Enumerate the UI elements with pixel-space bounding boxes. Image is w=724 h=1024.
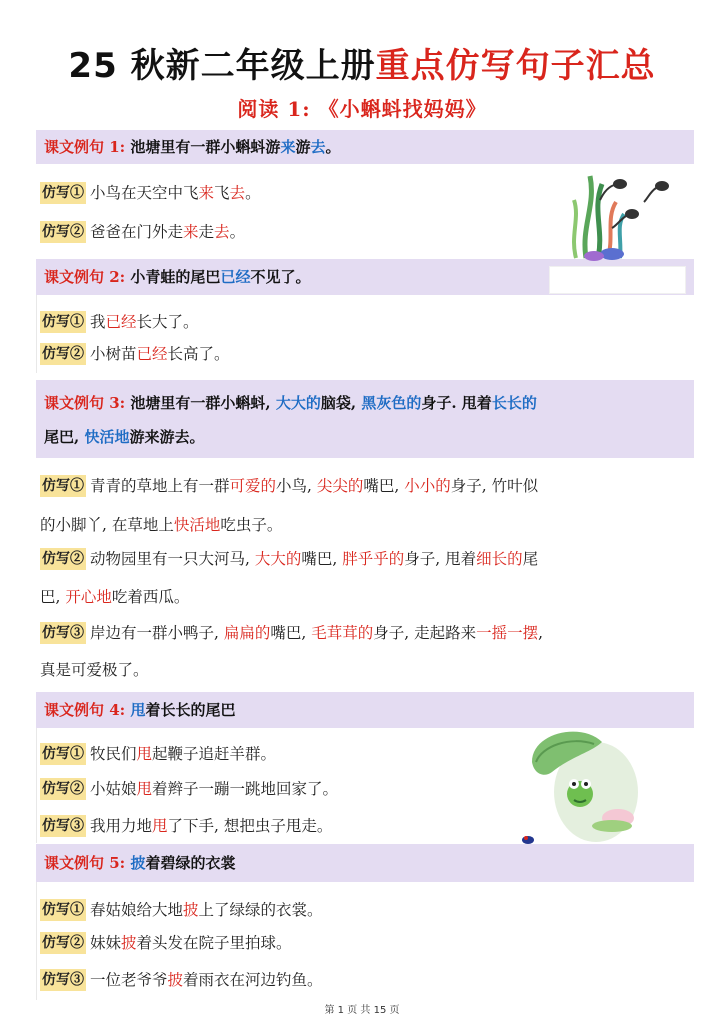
example-sentence (125, 138, 340, 156)
title-red-part: 重点仿写句子汇总 (375, 46, 656, 86)
frog-lotus-illustration (522, 722, 642, 850)
sentence-text: 尾 (522, 550, 539, 568)
imitation-sentence (90, 550, 538, 568)
sentence-text: 着雨衣在河边钓鱼。 (183, 971, 323, 989)
sentence-text: 长高了。 (167, 345, 230, 363)
highlight-text: 披 (167, 971, 184, 989)
imitation-tag: 仿写① (40, 311, 86, 333)
page-subtitle: 阅读 1: 《小蝌蚪找妈妈》 (237, 97, 487, 121)
sentence-text: 身子. 甩着 (421, 394, 492, 412)
highlight-text: 一摇一摆 (476, 624, 539, 642)
imitation-tag: 仿写③ (40, 969, 86, 991)
example-band (36, 380, 694, 458)
sentence-text: 。 (229, 223, 246, 241)
sentence-text: 的小脚丫, 在草地上 (40, 516, 174, 534)
highlight-text: 披 (183, 901, 199, 919)
sentence-text: 动物园里有一只大河马, (90, 550, 255, 568)
imitation-tag: 仿写③ (40, 622, 86, 644)
highlight-text: 快活地 (84, 428, 130, 446)
sentence-text: , (538, 624, 544, 642)
highlight-text: 可爱的 (229, 477, 277, 495)
example-sentence (125, 701, 235, 719)
imitation-tag: 仿写② (40, 548, 86, 570)
sentence-text: 小树苗 (90, 345, 137, 363)
sentence-text: 长大了。 (136, 313, 199, 331)
highlight-text: 去 (310, 138, 326, 156)
highlight-text: 甩 (136, 780, 153, 798)
example-sentence (125, 394, 537, 412)
page-title (0, 38, 724, 87)
sentence-text: 池塘里有一群小蝌蚪, (125, 394, 276, 412)
highlight-text: 甩 (152, 817, 168, 835)
sentence-text: 池塘里有一群小蝌蚪游 (125, 138, 281, 156)
example-label: 课文例句 3: (44, 394, 126, 412)
highlight-text: 已经 (136, 345, 168, 363)
highlight-text: 来 (183, 223, 199, 241)
highlight-text: 尖尖的 (316, 477, 364, 495)
sentence-text: 着头发在院子里拍球。 (136, 934, 292, 952)
imitation-tag: 仿写② (40, 221, 86, 243)
highlight-text: 来 (198, 184, 215, 202)
sentence-text: 身子, 走起路来 (373, 624, 477, 642)
sentence-text: 着辫子一蹦一跳地回家了。 (152, 780, 339, 798)
sentence-text: 上了绿绿的衣裳。 (198, 901, 323, 919)
imitation-sentence (90, 223, 245, 241)
sentence-text: 嘴巴, (363, 477, 405, 495)
sentence-text: 着长长的尾巴 (145, 701, 236, 719)
imitation-line (40, 962, 688, 998)
sentence-text: 尾巴, (44, 428, 85, 446)
imitation-tag: 仿写① (40, 899, 86, 921)
highlight-text: 开心地 (65, 588, 112, 606)
sentence-text: 嘴巴, (301, 550, 343, 568)
sentence-text: 嘴巴, (270, 624, 312, 642)
sentence-text: 小姑娘 (90, 780, 137, 798)
sentence-text: 春姑娘给大地 (90, 901, 184, 919)
imitation-line (40, 468, 688, 504)
highlight-text: 甩 (130, 701, 146, 719)
imitation-tag: 仿写② (40, 343, 86, 365)
sentence-text: 爸爸在门外走 (90, 223, 184, 241)
imitation-line (40, 925, 688, 961)
imitation-sentence (90, 817, 332, 835)
imitation-sentence (90, 624, 543, 642)
imitation-line (40, 892, 688, 928)
sentence-text: 小鸟在天空中飞 (90, 184, 199, 202)
example-sentence (125, 268, 310, 286)
highlight-text: 披 (130, 854, 146, 872)
sentence-text: 身子, 甩着 (404, 550, 477, 568)
highlight-text: 甩 (136, 745, 153, 763)
highlight-text: 扁扁的 (223, 624, 271, 642)
imitation-tag: 仿写② (40, 778, 86, 800)
sentence-text: 吃着西瓜。 (111, 588, 190, 606)
example-label: 课文例句 2: (44, 268, 126, 286)
imitation-line-cont (40, 507, 688, 543)
page-footer: 第 1 页 共 15 页 (324, 1005, 400, 1016)
sentence-text: 吃虫子。 (220, 516, 283, 534)
imitation-line (40, 304, 688, 340)
imitation-sentence (90, 313, 199, 331)
sentence-text: 一位老爷爷 (90, 971, 168, 989)
sentence-text: 我 (90, 313, 106, 331)
sentence-text: 真是可爱极了。 (40, 661, 149, 679)
highlight-text: 已经 (105, 313, 137, 331)
highlight-text: 大大的 (275, 394, 321, 412)
example-label: 课文例句 1: (44, 138, 126, 156)
highlight-text: 毛茸茸的 (311, 624, 374, 642)
sentence-text: 飞 (214, 184, 230, 202)
imitation-tag: 仿写① (40, 475, 86, 497)
example-label: 课文例句 4: (44, 701, 126, 719)
sentence-text: 岸边有一群小鸭子, (90, 624, 224, 642)
divider (36, 295, 37, 373)
sentence-text: 走 (198, 223, 215, 241)
sentence-text: 妹妹 (90, 934, 122, 952)
sentence-text: 我用力地 (90, 817, 153, 835)
sentence-text: 游来游去。 (129, 428, 205, 446)
sentence-text: 着碧绿的衣裳 (145, 854, 236, 872)
sentence-text: 了下手, 想把虫子甩走。 (167, 817, 333, 835)
highlight-text: 去 (214, 223, 230, 241)
tadpole-pond-illustration (556, 166, 686, 262)
sentence-text: 巴, (40, 588, 66, 606)
imitation-tag: 仿写② (40, 932, 86, 954)
highlight-text: 已经 (220, 268, 251, 286)
sentence-text: 小鸟, (276, 477, 317, 495)
example-band (36, 130, 694, 164)
sentence-text: 青青的草地上有一群 (90, 477, 230, 495)
blank-box (549, 266, 686, 294)
sentence-text: 。 (245, 184, 261, 202)
imitation-sentence (90, 780, 338, 798)
imitation-line-cont (40, 652, 688, 688)
imitation-sentence (90, 184, 261, 202)
imitation-line (40, 615, 688, 651)
imitation-tag: 仿写① (40, 743, 86, 765)
sentence-text: 小青蛙的尾巴 (125, 268, 221, 286)
highlight-text: 披 (121, 934, 137, 952)
sentence-text: 身子, 竹叶似 (450, 477, 539, 495)
sentence-text: 起鞭子追赶羊群。 (152, 745, 277, 763)
title-black-part: 25 秋新二年级上册 (68, 46, 376, 86)
imitation-sentence (90, 345, 230, 363)
highlight-text: 长长的 (491, 394, 537, 412)
divider (36, 882, 37, 1000)
imitation-sentence (90, 901, 323, 919)
highlight-text: 小小的 (404, 477, 451, 495)
example-label: 课文例句 5: (44, 854, 126, 872)
imitation-sentence (90, 971, 323, 989)
divider (36, 728, 37, 843)
example-sentence-line2 (44, 420, 686, 454)
imitation-line (40, 541, 688, 577)
example-sentence (125, 854, 235, 872)
imitation-sentence (90, 477, 538, 495)
imitation-sentence (90, 934, 292, 952)
highlight-text: 细长的 (476, 550, 523, 568)
imitation-line (40, 336, 688, 372)
highlight-text: 快活地 (173, 516, 221, 534)
sentence-text: 。 (325, 138, 341, 156)
imitation-sentence (90, 745, 276, 763)
sentence-text: 脑袋, (320, 394, 362, 412)
imitation-line-cont (40, 579, 688, 615)
sentence-text: 游 (295, 138, 311, 156)
highlight-text: 胖乎乎的 (342, 550, 405, 568)
highlight-text: 去 (229, 184, 246, 202)
imitation-tag: 仿写③ (40, 815, 86, 837)
imitation-tag: 仿写① (40, 182, 86, 204)
sentence-text: 不见了。 (250, 268, 311, 286)
highlight-text: 大大的 (254, 550, 302, 568)
highlight-text: 黑灰色的 (361, 394, 422, 412)
highlight-text: 来 (280, 138, 296, 156)
sentence-text: 牧民们 (90, 745, 137, 763)
